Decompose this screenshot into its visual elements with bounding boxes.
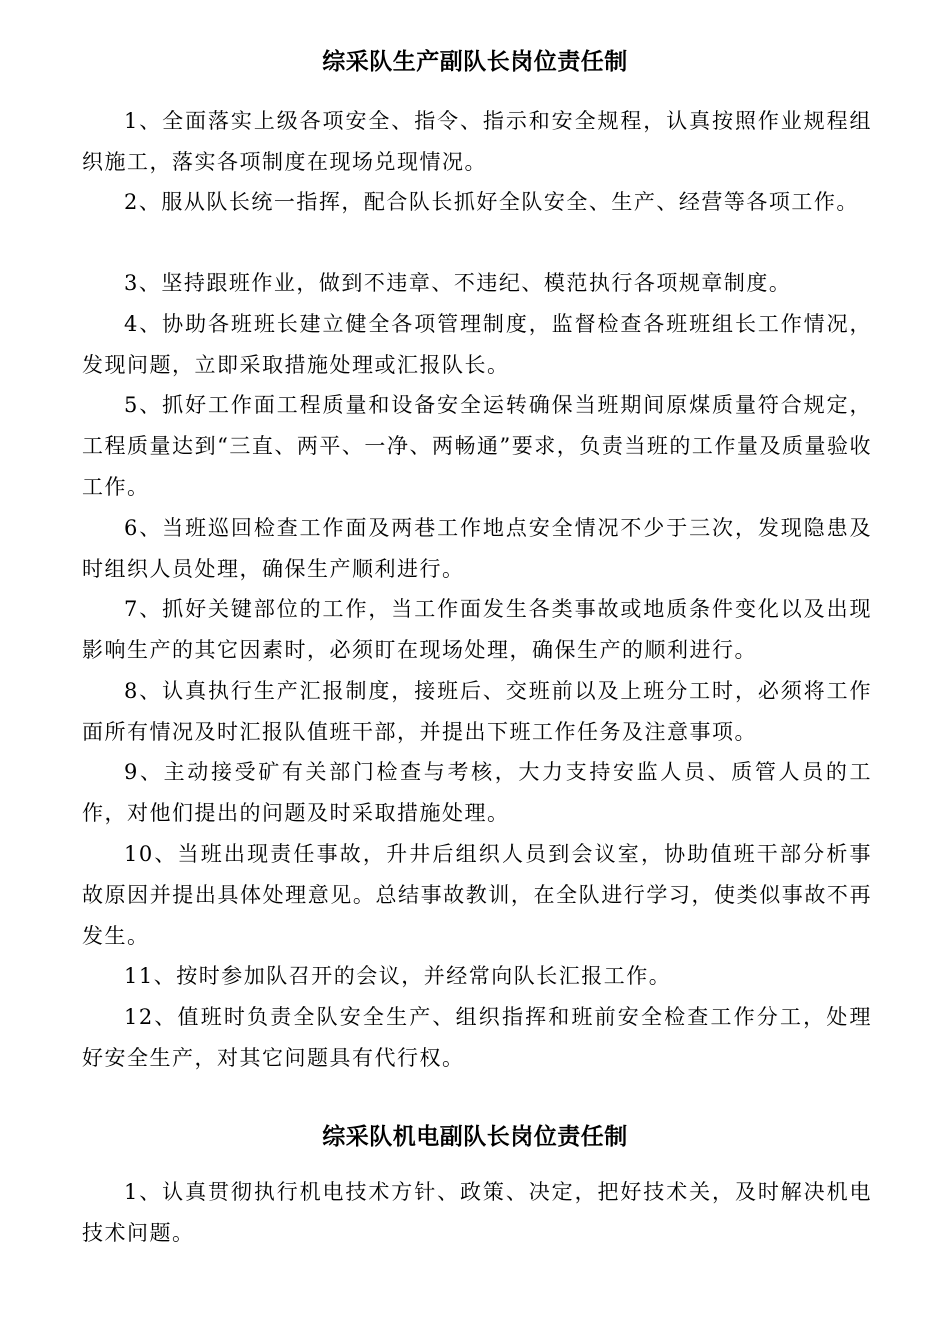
paragraph-item-4: 4、协助各班班长建立健全各项管理制度，监督检查各班班组长工作情况，发现问题，立即采取措施处理或汇报队长。: [82, 312, 872, 377]
paragraph-item-7: 7、抓好关键部位的工作，当工作面发生各类事故或地质条件变化以及出现影响生产的其它因素时，必须盯在现场处理，确保生产的顺利进行。: [82, 597, 872, 662]
paragraph-item-11: 11、按时参加队召开的会议，并经常向队长汇报工作。: [124, 964, 672, 988]
paragraph-item-12: 12、值班时负责全队安全生产、组织指挥和班前安全检查工作分工，处理好安全生产，对其它问题具有代行权。: [82, 1005, 872, 1070]
paragraph-item-9: 9、主动接受矿有关部门检查与考核，大力支持安监人员、质管人员的工作，对他们提出的问题及时采取措施处理。: [82, 760, 872, 825]
paragraph-item-5: 5、抓好工作面工程质量和设备安全运转确保当班期间原煤质量符合规定，工程质量达到“三直、两平、一净、两畅通”要求，负责当班的工作量及质量验收工作。: [82, 393, 872, 499]
paragraph-item-6: 6、当班巡回检查工作面及两巷工作地点安全情况不少于三次，发现隐患及时组织人员处理，确保生产顺利进行。: [82, 516, 872, 581]
paragraph-item-1: 1、全面落实上级各项安全、指令、指示和安全规程，认真按照作业规程组织施工，落实各项制度在现场兑现情况。: [82, 109, 872, 174]
paragraph-item-10: 10、当班出现责任事故，升井后组织人员到会议室，协助值班干部分析事故原因并提出具体处理意见。总结事故教训，在全队进行学习，使类似事故不再发生。: [82, 842, 872, 948]
paragraph-item-2: 2、服从队长统一指挥，配合队长抓好全队安全、生产、经营等各项工作。: [124, 190, 859, 214]
section-title-electromechanical: 综采队机电副队长岗位责任制: [322, 1124, 628, 1151]
paragraph-item-8: 8、认真执行生产汇报制度，接班后、交班前以及上班分工时，必须将工作面所有情况及时汇报队值班干部，并提出下班工作任务及注意事项。: [82, 679, 872, 744]
section-title-production: 综采队生产副队长岗位责任制: [322, 49, 628, 76]
paragraph-item-1: 1、认真贯彻执行机电技术方针、政策、决定，把好技术关，及时解决机电技术问题。: [82, 1180, 872, 1245]
paragraph-item-3: 3、坚持跟班作业，做到不违章、不违纪、模范执行各项规章制度。: [124, 271, 792, 295]
